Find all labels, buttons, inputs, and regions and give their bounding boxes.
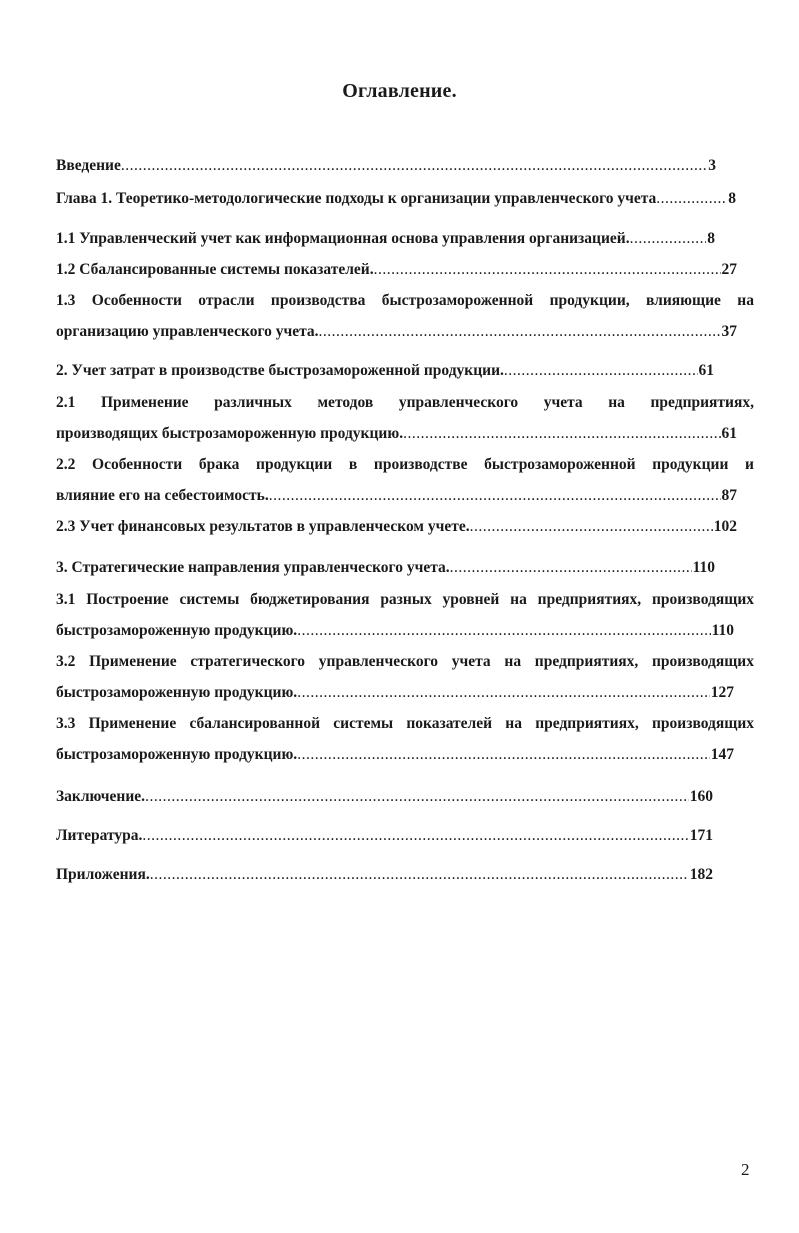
toc-entry-first-line: 3.3 Применение сбалансированной системы показателей на предприятиях, производящих [56, 715, 754, 732]
toc-entry-section-3-2[interactable] [56, 646, 754, 708]
dot-leader [150, 859, 689, 890]
dot-leader [142, 820, 688, 851]
dot-leader [630, 223, 707, 254]
dot-leader [145, 781, 689, 812]
toc-page-number: 61 [721, 425, 737, 442]
toc-entry-section-1-1[interactable] [56, 223, 715, 254]
dot-leader [121, 150, 707, 181]
toc-page-number: 147 [710, 746, 734, 763]
toc-entry-first-line: 1.3 Особенности отрасли производства быстрозамороженной продукции, влияющие на [56, 292, 754, 309]
toc-entry-section-1-3[interactable] [56, 285, 754, 347]
dot-leader [319, 316, 721, 347]
toc-page-number: 8 [707, 230, 715, 247]
toc-entry-title: Приложения. [56, 866, 150, 883]
toc-entry-chapter-3[interactable] [56, 552, 715, 583]
toc-page-number: 160 [689, 788, 713, 805]
toc-entry-section-3-3[interactable] [56, 708, 754, 770]
dot-leader [403, 418, 720, 449]
toc-entry-title: Глава 1. Теоретико-методологические подходы к организации управленческого учета [56, 190, 657, 207]
toc-page-number: 110 [692, 559, 715, 576]
page-number: 2 [741, 1160, 750, 1179]
dot-leader [297, 739, 710, 770]
toc-entry-chapter-2[interactable] [56, 355, 714, 386]
toc-page-number: 127 [710, 684, 734, 701]
toc-entry-section-1-2[interactable] [56, 254, 737, 285]
toc-entry-title: Литература. [56, 827, 143, 844]
toc-page-number: 3 [708, 157, 716, 174]
toc-entry-section-2-3[interactable] [56, 511, 737, 542]
toc-entry-literature[interactable] [56, 820, 713, 851]
dot-leader [297, 677, 710, 708]
toc-entry-section-2-1[interactable] [56, 387, 754, 449]
toc-entry-first-line: 3.1 Построение системы бюджетирования разных уровней на предприятиях, производящих [56, 591, 754, 608]
toc-page-number: 61 [698, 362, 714, 379]
toc-entry-title: Введение [56, 157, 121, 174]
dot-leader [656, 183, 727, 214]
toc-entry-appendices[interactable] [56, 859, 713, 890]
toc-page-number: 110 [711, 622, 734, 639]
dot-leader [450, 552, 692, 583]
toc-entry-title: Заключение. [56, 788, 146, 805]
dot-leader [470, 511, 713, 542]
toc-entry-conclusion[interactable] [56, 781, 713, 812]
toc-entry-chapter-1[interactable] [56, 183, 736, 214]
toc-entry-section-3-1[interactable] [56, 584, 754, 646]
toc-page-number: 102 [713, 518, 737, 535]
toc-entry-section-2-2[interactable] [56, 449, 754, 511]
toc-entry-title: влияние его на себестоимость. [56, 487, 269, 504]
dot-leader [374, 254, 721, 285]
toc-entry-title: производящих быстрозамороженную продукцию. [56, 425, 404, 442]
page-title: Оглавление. [342, 80, 457, 102]
toc-entry-introduction[interactable] [56, 150, 716, 181]
toc-entry-title: 1.2 Сбалансированные системы показателей. [56, 261, 374, 278]
toc-page-number: 37 [721, 323, 737, 340]
toc-page-number: 27 [721, 261, 737, 278]
toc-page-number: 8 [728, 190, 736, 207]
toc-entry-first-line: 3.2 Применение стратегического управленческого учета на предприятиях, производящих [56, 653, 754, 670]
toc-page-number: 182 [689, 866, 713, 883]
toc-entry-title: 2. Учет затрат в производстве быстрозамороженной продукции. [56, 362, 504, 379]
toc-entry-title: организацию управленческого учета. [56, 323, 319, 340]
toc-entry-title: 3. Стратегические направления управленческого учета. [56, 559, 450, 576]
toc-entry-title: быстрозамороженную продукцию. [56, 746, 298, 763]
toc-page-number: 171 [689, 827, 713, 844]
dot-leader [269, 480, 721, 511]
dot-leader [297, 615, 710, 646]
dot-leader [504, 355, 698, 386]
toc-entry-first-line: 2.1 Применение различных методов управленческого учета на предприятиях, [56, 394, 754, 411]
toc-page-number: 87 [721, 487, 737, 504]
toc-entry-title: 2.3 Учет финансовых результатов в управленческом учете. [56, 518, 470, 535]
toc-entry-first-line: 2.2 Особенности брака продукции в производстве быстрозамороженной продукции и [56, 456, 754, 473]
toc-entry-title: 1.1 Управленческий учет как информационная основа управления организацией. [56, 230, 630, 247]
toc-entry-title: быстрозамороженную продукцию. [56, 622, 298, 639]
toc-entry-title: быстрозамороженную продукцию. [56, 684, 298, 701]
